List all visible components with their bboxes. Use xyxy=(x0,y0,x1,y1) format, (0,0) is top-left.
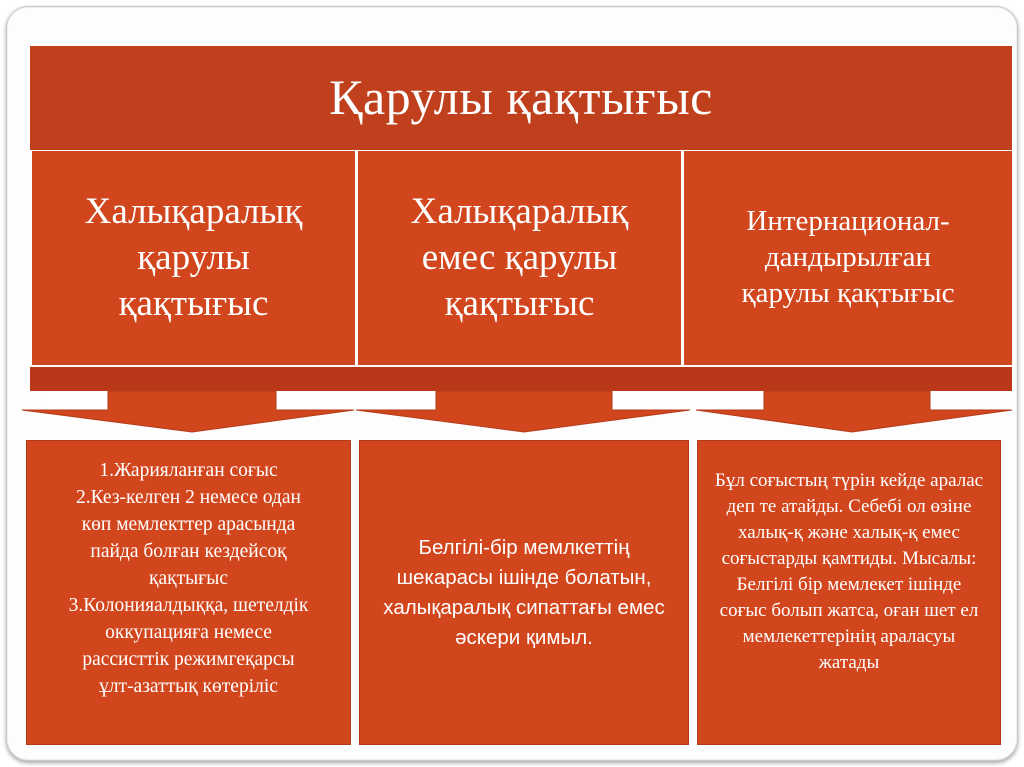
detail-line: ұлт-азаттық көтеріліс xyxy=(99,676,278,697)
detail-line: 1.Жарияланған соғыс xyxy=(99,460,278,481)
category-internationalized xyxy=(684,151,1012,365)
detail-text: Бұл соғыстың түрін кейде аралас деп те атайды. Себебі ол өзіне халық-қ және халық-қ емес соғыстарды қамтиды. Мысалы: Белгілі бір мемлекет ішінде соғыс болып жатса, оған шет ел мемлекеттерінің араласуы жатады xyxy=(714,470,984,673)
category-line: Халықаралық xyxy=(84,191,303,232)
detail-line: оккупацияға немесе xyxy=(105,622,272,643)
detail-box-international xyxy=(26,440,351,745)
category-line: қарулы xyxy=(137,237,250,278)
detail-line: көп мемлекттер арасында xyxy=(81,514,296,535)
detail-line: рассисттік режимгеқарсы xyxy=(82,649,295,670)
category-line: Халықаралық xyxy=(410,191,629,232)
category-non-international xyxy=(358,151,681,365)
detail-box-internationalized xyxy=(697,440,1001,745)
category-line: Интернационал- xyxy=(746,205,950,237)
category-line: қақтығыс xyxy=(118,283,269,324)
category-line: дандырылған xyxy=(764,241,932,273)
detail-line: пайда болған кездейсоқ xyxy=(90,541,287,562)
category-line: қақтығыс xyxy=(444,283,595,324)
detail-line: 2.Кез-келген 2 немесе одан xyxy=(76,487,301,508)
category-international xyxy=(32,151,355,365)
title-band xyxy=(30,46,1012,150)
detail-box-non-international xyxy=(359,440,689,745)
detail-text: Белгілі-бір мемлкеттің шекарасы ішінде болатын, халықаралық сипаттағы емес әскери қимыл. xyxy=(383,535,665,649)
connector-band xyxy=(30,367,1012,391)
detail-line: 3.Колонияалдыққа, шетелдік xyxy=(68,595,309,616)
diagram-title: Қарулы қақтығыс xyxy=(329,69,713,125)
category-line: қарулы қақтығыс xyxy=(741,277,955,309)
detail-line: қақтығыс xyxy=(149,568,228,589)
category-line: емес қарулы xyxy=(421,237,618,278)
